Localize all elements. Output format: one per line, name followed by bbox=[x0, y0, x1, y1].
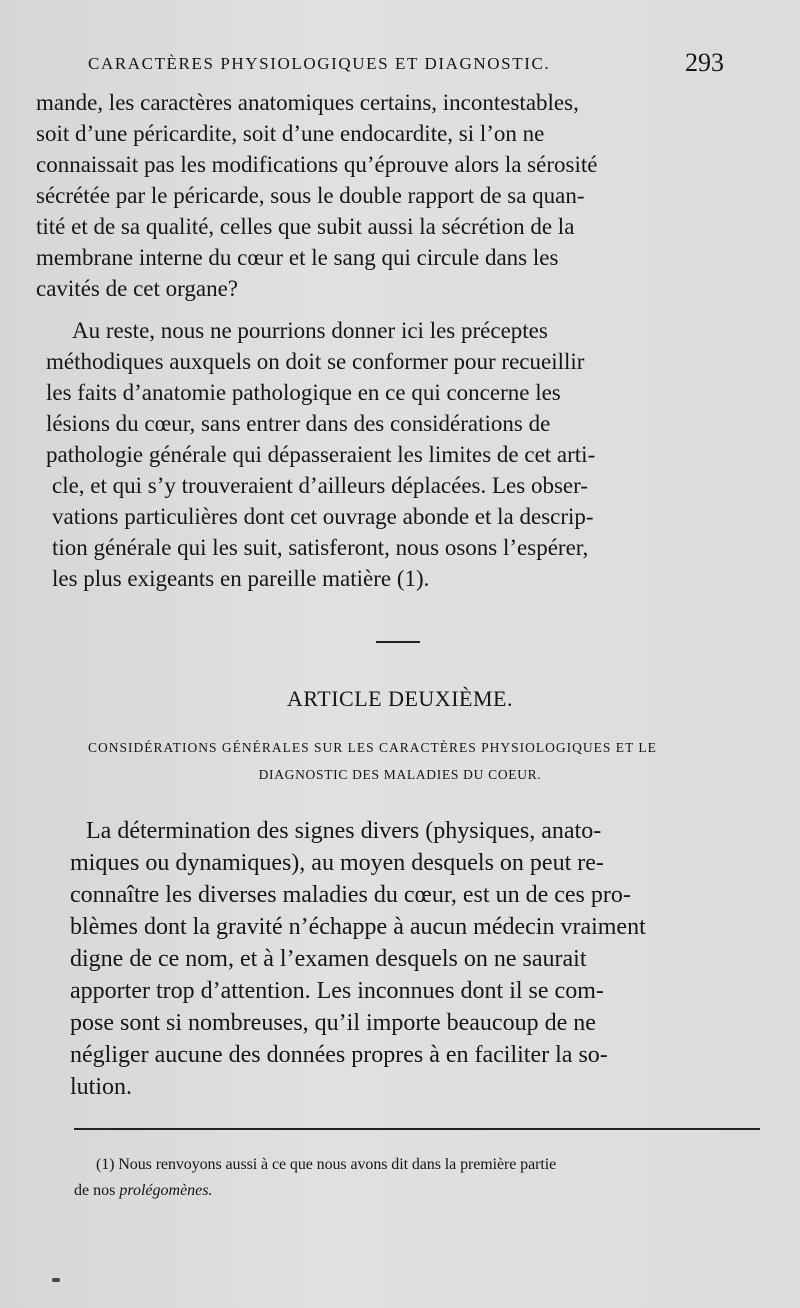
text-line: cavités de cet organe? bbox=[36, 276, 238, 301]
article-subtitle-line2: DIAGNOSTIC DES MALADIES DU COEUR. bbox=[258, 767, 542, 782]
text-line: membrane interne du cœur et le sang qui circule dans les bbox=[36, 245, 559, 270]
text-line: soit d’une péricardite, soit d’une endocardite, si l’on ne bbox=[36, 121, 545, 146]
text-line: tité et de sa qualité, celles que subit aussi la sécrétion de la bbox=[36, 214, 575, 239]
footnote-italic-word: prolégomènes. bbox=[119, 1182, 213, 1199]
text-line: miques ou dynamiques), au moyen desquels on peut re- bbox=[70, 850, 604, 876]
text-line: blèmes dont la gravité n’échappe à aucun médecin vraiment bbox=[70, 914, 646, 940]
text-line: lésions du cœur, sans entrer dans des considérations de bbox=[46, 411, 551, 436]
text-line: cle, et qui s’y trouveraient d’ailleurs déplacées. Les obser- bbox=[52, 473, 588, 498]
text-line: sécrétée par le péricarde, sous le double rapport de sa quan- bbox=[36, 183, 585, 208]
text-line: mande, les caractères anatomiques certains, incontestables, bbox=[36, 90, 579, 115]
text-line: vations particulières dont cet ouvrage abonde et la descrip- bbox=[52, 504, 594, 529]
article-title: ARTICLE DEUXIÈME. bbox=[287, 686, 513, 711]
footnote-line1: (1) Nous renvoyons aussi à ce que nous avons dit dans la première partie bbox=[96, 1156, 557, 1173]
ink-speck bbox=[52, 1278, 60, 1282]
text-line: lution. bbox=[70, 1074, 133, 1100]
text-line: pose sont si nombreuses, qu’il importe beaucoup de ne bbox=[70, 1010, 596, 1036]
text-line: pathologie générale qui dépasseraient les limites de cet arti- bbox=[46, 442, 596, 467]
paragraph-determination bbox=[70, 815, 752, 1103]
footnote-text: de nos bbox=[74, 1182, 120, 1199]
paragraph-continued bbox=[36, 87, 730, 304]
article-subtitle-line1: CONSIDÉRATIONS GÉNÉRALES SUR LES CARACTÈRES PHYSIOLOGIQUES ET LE bbox=[88, 740, 657, 755]
running-head: CARACTÈRES PHYSIOLOGIQUES ET DIAGNOSTIC. bbox=[88, 54, 551, 73]
page-header bbox=[88, 48, 724, 78]
footnote-line2 bbox=[74, 1182, 774, 1200]
text-line: connaître les diverses maladies du cœur, est un de ces pro- bbox=[70, 882, 631, 908]
text-line: La détermination des signes divers (physiques, anato- bbox=[86, 818, 602, 844]
page-number: 293 bbox=[685, 48, 724, 77]
text-line: les faits d’anatomie pathologique en ce qui concerne les bbox=[46, 380, 561, 405]
text-line: méthodiques auxquels on doit se conformer pour recueillir bbox=[46, 349, 585, 374]
text-line: Au reste, nous ne pourrions donner ici les préceptes bbox=[72, 318, 548, 343]
text-line: négliger aucune des données propres à en faciliter la so- bbox=[70, 1042, 608, 1068]
section-divider bbox=[376, 641, 420, 643]
paragraph-au-reste bbox=[36, 315, 730, 594]
text-line: connaissait pas les modifications qu’éprouve alors la sérosité bbox=[36, 152, 598, 177]
text-line: tion générale qui les suit, satisferont, nous osons l’espérer, bbox=[52, 535, 589, 560]
footnote-divider bbox=[74, 1128, 760, 1130]
text-line: les plus exigeants en pareille matière (1). bbox=[52, 566, 430, 591]
text-line: apporter trop d’attention. Les inconnues dont il se com- bbox=[70, 978, 604, 1004]
text-line: digne de ce nom, et à l’examen desquels on ne saurait bbox=[70, 946, 587, 972]
